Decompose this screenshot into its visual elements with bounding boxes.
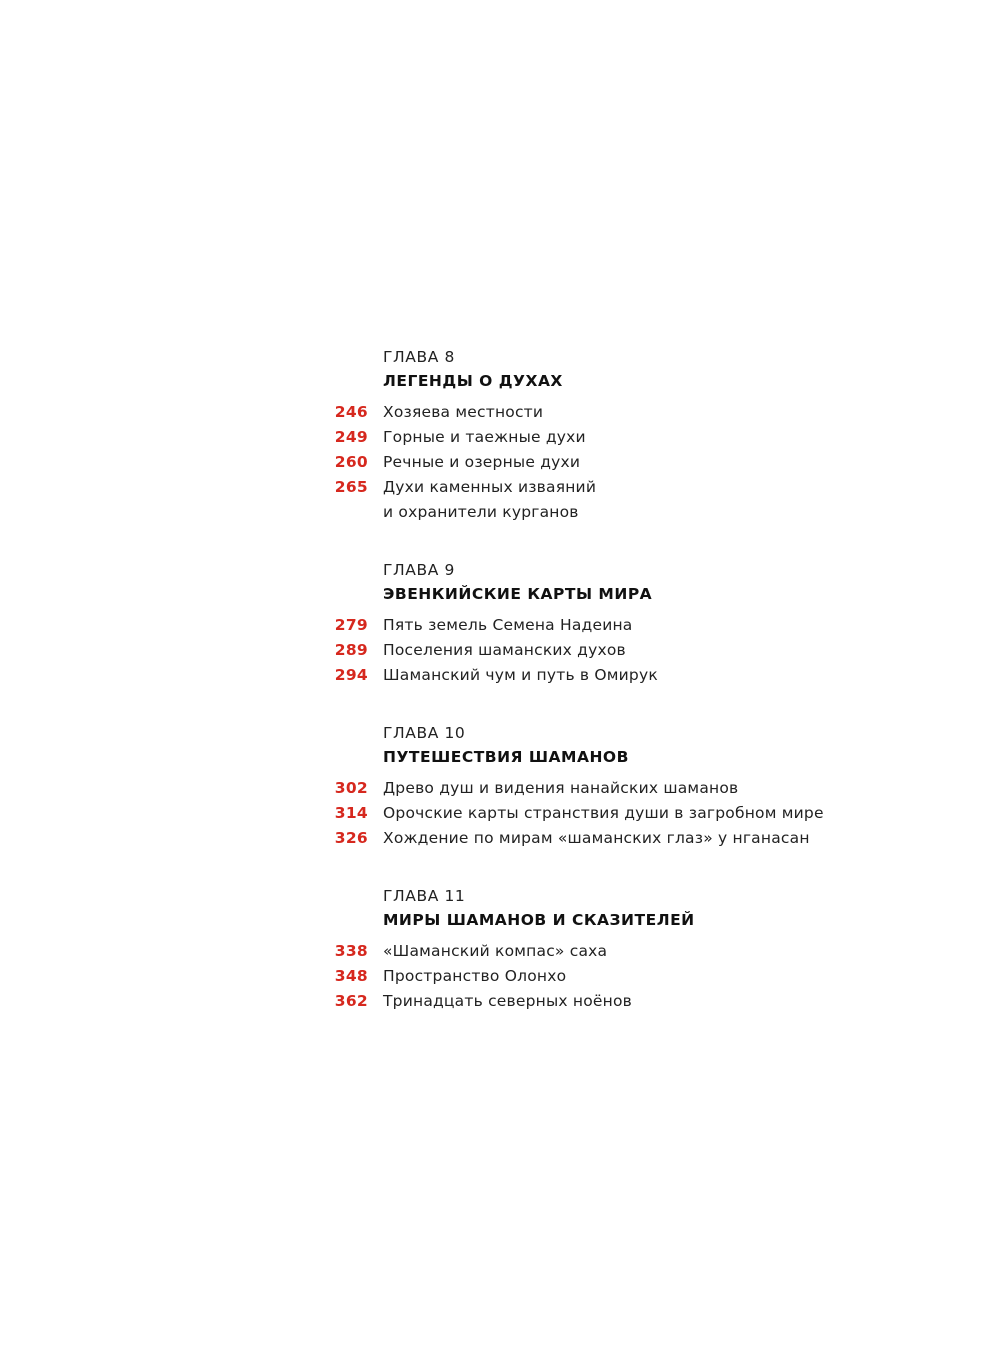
entry-title-line: и охранители курганов [383, 503, 579, 521]
entry-title [383, 475, 863, 525]
page-number: 302 [334, 779, 368, 797]
entry-title: «Шаманский компас» саха [383, 942, 608, 960]
table-of-contents [0, 345, 1000, 1047]
toc-entry[interactable] [0, 400, 1000, 425]
toc-entry[interactable] [0, 964, 1000, 989]
chapter-title: ПУТЕШЕСТВИЯ ШАМАНОВ [383, 748, 629, 766]
chapter-title: ЛЕГЕНДЫ О ДУХАХ [383, 372, 563, 390]
entry-title: Пять земель Семена Надеина [383, 616, 633, 634]
entry-title: Древо душ и видения нанайских шаманов [383, 779, 739, 797]
entry-title: Орочские карты странствия души в загробном мире [383, 804, 824, 822]
toc-entry[interactable] [0, 475, 1000, 525]
entry-title: Тринадцать северных ноёнов [383, 992, 633, 1010]
toc-entry[interactable] [0, 989, 1000, 1014]
chapter-9 [0, 558, 1000, 688]
entry-title: Хозяева местности [383, 403, 544, 421]
chapter-title: МИРЫ ШАМАНОВ И СКАЗИТЕЛЕЙ [383, 911, 695, 929]
chapter-label: ГЛАВА 9 [383, 561, 455, 579]
toc-entry[interactable] [0, 450, 1000, 475]
page-number: 362 [334, 992, 368, 1010]
page-number: 260 [334, 453, 368, 471]
page-number: 314 [334, 804, 368, 822]
entry-title: Речные и озерные духи [383, 453, 581, 471]
entry-title: Шаманский чум и путь в Омирук [383, 666, 658, 684]
toc-entry[interactable] [0, 613, 1000, 638]
toc-entry[interactable] [0, 776, 1000, 801]
chapter-label: ГЛАВА 11 [383, 887, 466, 905]
page-number: 249 [334, 428, 368, 446]
page-number: 294 [334, 666, 368, 684]
page-number: 279 [334, 616, 368, 634]
chapter-11 [0, 884, 1000, 1014]
page-number: 265 [334, 478, 368, 496]
page-number: 246 [334, 403, 368, 421]
entry-title: Горные и таежные духи [383, 428, 586, 446]
page-number: 326 [334, 829, 368, 847]
page-number: 348 [334, 967, 368, 985]
entry-title-line: Духи каменных изваяний [383, 478, 597, 496]
toc-entry[interactable] [0, 638, 1000, 663]
entry-title: Хождение по мирам «шаманских глаз» у нганасан [383, 829, 810, 847]
chapter-10 [0, 721, 1000, 851]
entry-title: Поселения шаманских духов [383, 641, 626, 659]
chapter-label: ГЛАВА 10 [383, 724, 466, 742]
toc-entry[interactable] [0, 939, 1000, 964]
page-number: 338 [334, 942, 368, 960]
toc-entry[interactable] [0, 801, 1000, 826]
entry-title: Пространство Олонхо [383, 967, 567, 985]
chapter-label: ГЛАВА 8 [383, 348, 455, 366]
toc-entry[interactable] [0, 663, 1000, 688]
toc-entry[interactable] [0, 826, 1000, 851]
chapter-title: ЭВЕНКИЙСКИЕ КАРТЫ МИРА [383, 585, 653, 603]
page-number: 289 [334, 641, 368, 659]
toc-entry[interactable] [0, 425, 1000, 450]
chapter-8 [0, 345, 1000, 525]
